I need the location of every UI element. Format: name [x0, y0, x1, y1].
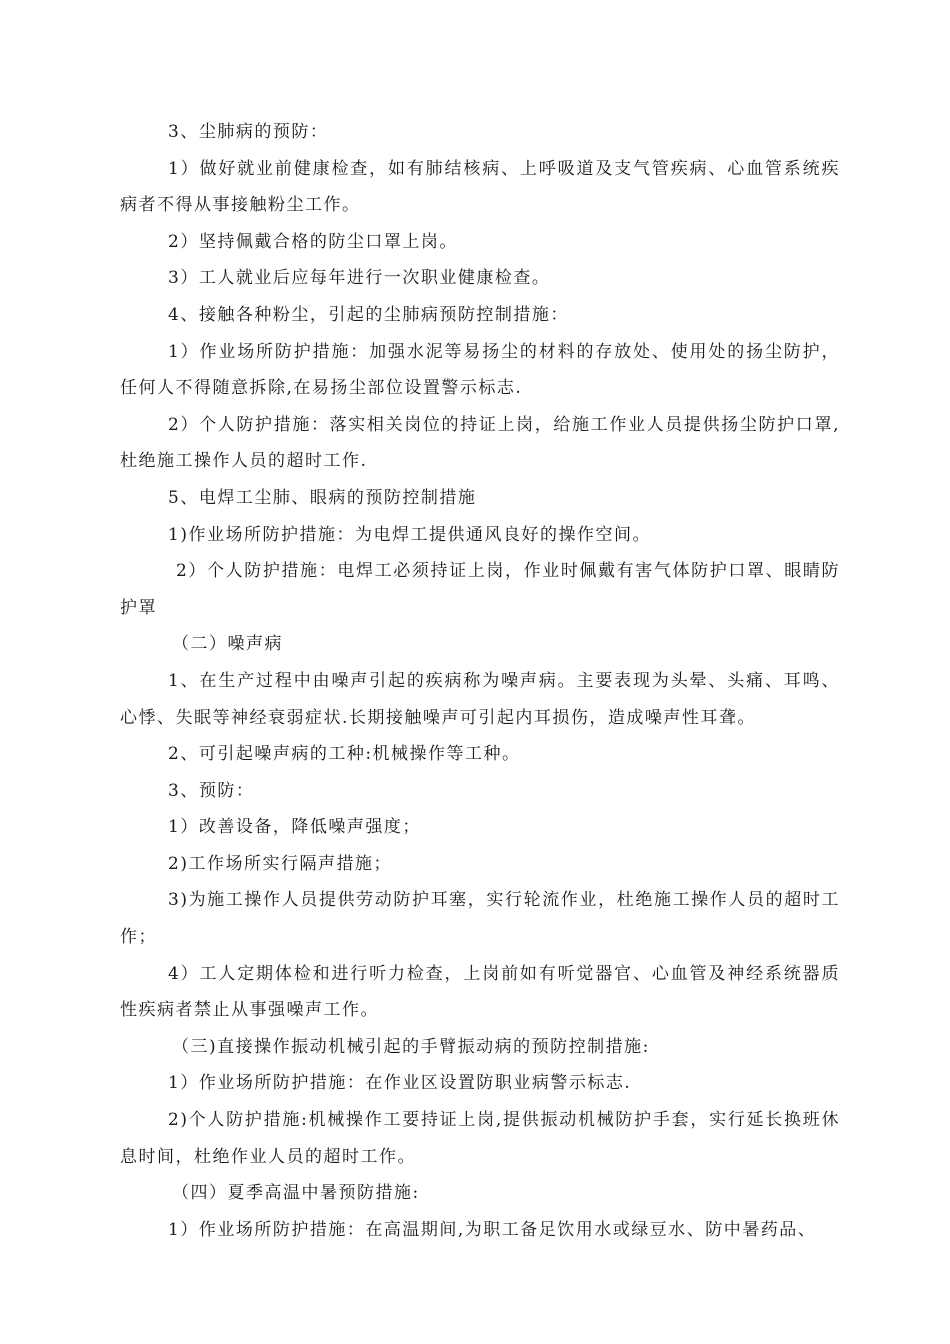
section-heading: 5、电焊工尘肺、眼病的预防控制措施	[168, 487, 477, 508]
paragraph: 3)为施工操作人员提供劳动防护耳塞，实行轮流作业，杜绝施工操作人员的超时工作；	[120, 890, 840, 948]
paragraph: 2)个人防护措施:机械操作工要持证上岗,提供振动机械防护手套，实行延长换班休息时间，杜绝作业人员的超时工作。	[120, 1110, 840, 1167]
paragraph: 1）改善设备，降低噪声强度；	[168, 817, 421, 838]
paragraph: 1）作业场所防护措施：在高温期间,为职工备足饮用水或绿豆水、防中暑药品、	[168, 1219, 817, 1240]
chapter-heading: （二）噪声病	[172, 634, 283, 655]
paragraph: 3）工人就业后应每年进行一次职业健康检查。	[168, 268, 551, 289]
paragraph: 4）工人定期体检和进行听力检查，上岗前如有听觉器官、心血管及神经系统器质性疾病者禁止从事强噪声工作。	[120, 963, 840, 1021]
paragraph: 2)工作场所实行隔声措施；	[168, 853, 392, 874]
paragraph: 1）作业场所防护措施：加强水泥等易扬尘的材料的存放处、使用处的扬尘防护，任何人不得随意拆除,在易扬尘部位设置警示标志.	[120, 341, 840, 399]
chapter-heading: （四）夏季高温中暑预防措施:	[172, 1183, 420, 1204]
paragraph: 2）个人防护措施：电焊工必须持证上岗，作业时佩戴有害气体防护口罩、眼睛防护罩	[120, 561, 840, 618]
chapter-heading: （三)直接操作振动机械引起的手臂振动病的预防控制措施:	[172, 1036, 650, 1057]
document-body	[120, 114, 840, 1248]
paragraph: 2）个人防护措施：落实相关岗位的持证上岗，给施工作业人员提供扬尘防护口罩,杜绝施工操作人员的超时工作.	[120, 414, 840, 472]
section-heading: 3、尘肺病的预防：	[168, 122, 329, 142]
paragraph: 2、可引起噪声病的工种:机械操作等工种。	[168, 744, 521, 765]
paragraph: 1、在生产过程中由噪声引起的疾病称为噪声病。主要表现为头晕、头痛、耳鸣、心悸、失眠等神经衰弱症状.长期接触噪声可引起内耳损伤，造成噪声性耳聋。	[120, 670, 840, 728]
paragraph: 2）坚持佩戴合格的防尘口罩上岗。	[168, 231, 458, 252]
paragraph: 1)作业场所防护措施：为电焊工提供通风良好的操作空间。	[168, 524, 651, 545]
section-heading: 4、接触各种粉尘，引起的尘肺病预防控制措施：	[168, 304, 569, 325]
paragraph: 1）做好就业前健康检查，如有肺结核病、上呼吸道及支气管疾病、心血管系统疾病者不得从事接触粉尘工作。	[120, 158, 840, 216]
section-heading: 3、预防：	[168, 780, 255, 801]
paragraph: 1）作业场所防护措施：在作业区设置防职业病警示标志.	[168, 1073, 632, 1094]
